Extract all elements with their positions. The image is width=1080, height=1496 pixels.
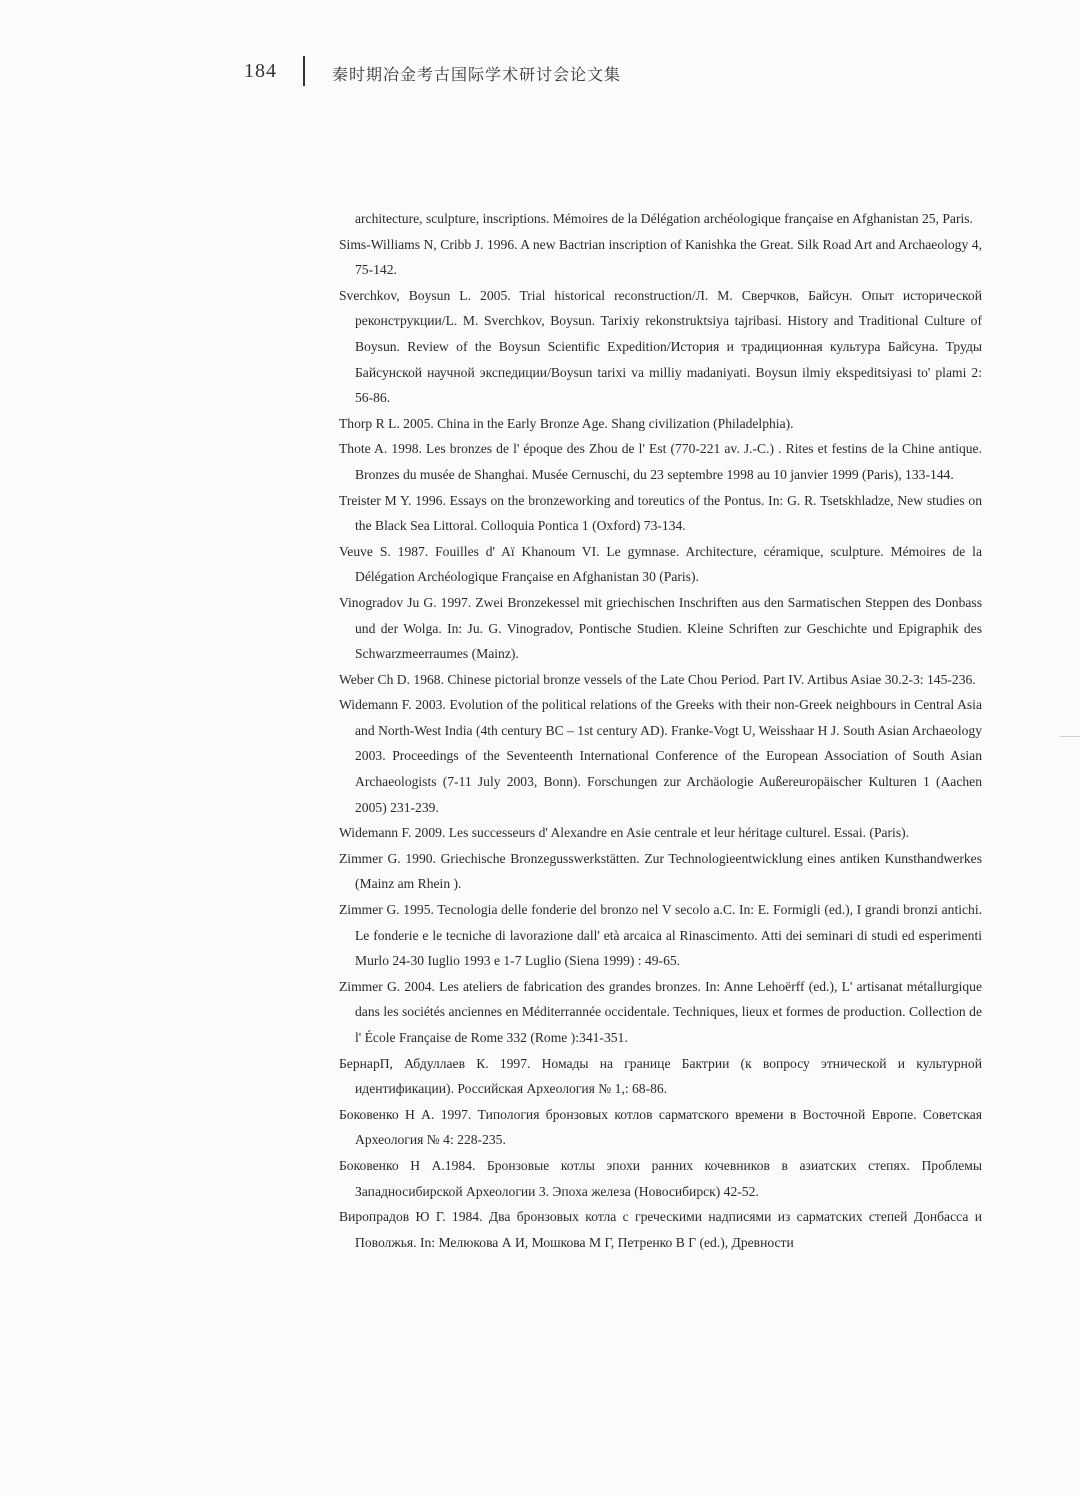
reference-entry: БернарП, Абдуллаев К. 1997. Номады на границе Бактрии (к вопросу этнической и культурной идентификации). Российская Археология № 1,: 68-86. [339,1055,982,1097]
reference-entry: Vinogradov Ju G. 1997. Zwei Bronzekessel mit griechischen Inschriften aus den Sarmatischen Steppen des Donbass und der Wolga. In: Ju. G. Vinogradov, Pontische Studien. Kleine Schriften zur Geschichte und Epigraphik des Schwarzmeerraumes (Mainz). [339,594,982,662]
reference-list [339,206,982,1255]
reference-entry: Zimmer G. 2004. Les ateliers de fabrication des grandes bronzes. In: Anne Lehoërff (ed.), L' artisanat métallurgique dans les sociétés anciennes en Méditerrannée occidentale. Techniques, lieux et formes de production. Collection de l' École Française de Rome 332 (Rome ):341-351. [339,978,982,1045]
page-header [0,0,1080,110]
reference-entry: Боковенко Н А.1984. Бронзовые котлы эпохи ранних кочевников в азиатских степях. Проблемы Западносибирской Археологии 3. Эпоха железа (Новосибирск) 42-52. [339,1157,982,1199]
reference-entry: Thorp R L. 2005. China in the Early Bronze Age. Shang civilization (Philadelphia). [339,415,794,431]
reference-entry: Sims-Williams N, Cribb J. 1996. A new Bactrian inscription of Kanishka the Great. Silk Road Art and Archaeology 4, 75-142. [339,236,982,278]
reference-entry: Боковенко Н А. 1997. Типология бронзовых котлов сарматского времени в Восточной Европе. Советская Археология № 4: 228-235. [339,1106,982,1148]
header-divider [303,56,305,86]
reference-entry: architecture, sculpture, inscriptions. Mémoires de la Délégation archéologique française en Afghanistan 25, Paris. [355,211,973,226]
page-number: 184 [244,60,277,82]
reference-entry: Zimmer G. 1995. Tecnologia delle fonderie del bronzo nel V secolo a.C. In: E. Formigli (ed.), I grandi bronzi antichi. Le fonderie e le tecniche di lavorazione dall' età arcaica al Rinascimento. Atti dei seminari di studi ed esperimenti Murlo 24-30 Iuglio 1993 e 1-7 Luglio (Siena 1999) : 49-65. [339,902,982,969]
reference-entry: Zimmer G. 1990. Griechische Bronzegusswerkstätten. Zur Technologieentwicklung eines antiken Kunsthandwerkes (Mainz am Rhein ). [339,850,982,892]
reference-entry: Sverchkov, Boysun L. 2005. Trial historical reconstruction/Л. М. Сверчков, Байсун. Опыт исторической реконструкции/L. M. Sverchkov, Boysun. Tarixiy rekonstruktsiya tajribasi. History and Traditional Culture of Boysun. Review of the Boysun Scientific Expedition/История и традиционная культура Байсуна. Труды Байсунской научной экспедиции/Boysun tarixi va milliy madaniyati. Boysun ilmiy ekspeditsiyasi to' plami 2: 56-86. [339,287,982,406]
reference-entry: Виропрадов Ю Г. 1984. Два бронзовых котла с греческими надписями из сарматских степей Донбасса и Поволжья. In: Мелюкова А И, Мошкова М Г, Петренко В Г (ed.), Древности [339,1209,982,1250]
reference-entry: Treister M Y. 1996. Essays on the bronzeworking and toreutics of the Pontus. In: G. R. Tsetskhladze, New studies on the Black Sea Littoral. Colloquia Pontica 1 (Oxford) 73-134. [339,492,982,534]
margin-mark [1060,736,1080,737]
reference-entry: Widemann F. 2009. Les successeurs d' Alexandre en Asie centrale et leur héritage culturel. Essai. (Paris). [339,825,910,841]
reference-entry: Widemann F. 2003. Evolution of the political relations of the Greeks with their non-Greek neighbours in Central Asia and North-West India (4th century BC – 1st century AD). Franke-Vogt U, Weisshaar H J. South Asian Archaeology 2003. Proceedings of the Seventeenth International Conference of the European Association of South Asian Archaeologists (7-11 July 2003, Bonn). Forschungen zur Archäologie Außereuropäischer Kulturen 1 (Aachen 2005) 231-239. [339,697,982,815]
reference-entry: Veuve S. 1987. Fouilles d' Aï Khanoum VI. Le gymnase. Architecture, céramique, sculpture. Mémoires de la Délégation Archéologique Française en Afghanistan 30 (Paris). [339,543,982,585]
reference-entry: Weber Ch D. 1968. Chinese pictorial bronze vessels of the Late Chou Period. Part IV. Artibus Asiae 30.2-3: 145-236. [339,671,976,687]
reference-entry: Thote A. 1998. Les bronzes de l' époque des Zhou de l' Est (770-221 av. J.-C.) . Rites et festins de la Chine antique. Bronzes du musée de Shanghai. Musée Cernuschi, du 23 septembre 1998 au 10 janvier 1999 (Paris), 133-144. [339,441,982,482]
running-title: 秦时期冶金考古国际学术研讨会论文集 [332,67,622,84]
